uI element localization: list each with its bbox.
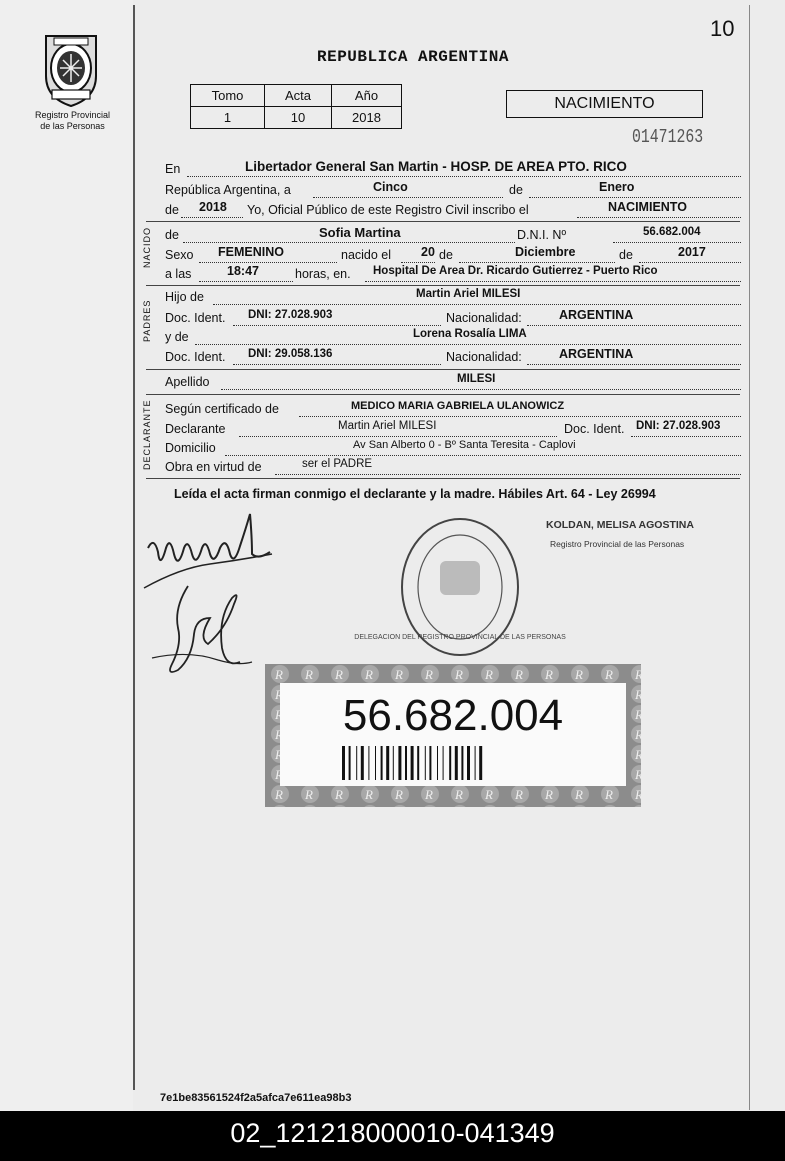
tomo-acta-table [190, 84, 402, 129]
label-doc-madre: Doc. Ident. [165, 350, 226, 364]
barcode-bar [375, 746, 376, 780]
value-nombre: Sofia Martina [319, 225, 401, 240]
ref-header-tomo: Tomo [191, 85, 265, 107]
ref-table-header-row [191, 85, 402, 107]
value-domicilio: Av San Alberto 0 - Bº Santa Teresita - Caplovi [353, 439, 576, 451]
label-doc-padre: Doc. Ident. [165, 311, 226, 325]
line-en [165, 160, 741, 179]
ref-table-value-row [191, 107, 402, 129]
label-en: En [165, 162, 181, 176]
value-apellido: MILESI [457, 373, 496, 385]
dotted-rule [233, 325, 441, 326]
left-margin-rule [133, 5, 135, 1090]
label-segun: Según certificado de [165, 402, 279, 416]
label-de2: de [165, 203, 179, 217]
section-divider [146, 394, 740, 395]
dotted-rule [187, 176, 741, 177]
label-sexo: Sexo [165, 248, 194, 262]
dotted-rule [527, 364, 741, 365]
value-segun: MEDICO MARIA GABRIELA ULANOWICZ [351, 400, 565, 412]
dotted-rule [181, 217, 243, 218]
side-label-padres: PADRES [142, 299, 152, 342]
line-domicilio [165, 439, 741, 458]
province-emblem-icon [40, 32, 102, 108]
label-nac-padre: Nacionalidad: [446, 311, 522, 325]
value-inscribe: NACIMIENTO [608, 200, 687, 214]
logo-caption-line2: de las Personas [40, 121, 105, 131]
dotted-rule [613, 242, 741, 243]
dotted-rule [577, 217, 741, 218]
value-madre-nac: ARGENTINA [559, 347, 634, 361]
barcode-bar [437, 746, 438, 780]
label-hijo: Hijo de [165, 290, 204, 304]
barcode-bar [398, 746, 401, 780]
value-nac-year: 2017 [678, 245, 706, 259]
section-divider [146, 369, 740, 370]
value-padre-nac: ARGENTINA [559, 308, 634, 322]
barcode-bar [361, 746, 364, 780]
dni-label-inner [280, 683, 626, 786]
serial-number: 01471263 [632, 126, 704, 148]
value-month: Enero [599, 180, 635, 194]
label-republica: República Argentina, a [165, 183, 291, 197]
line-hijo [165, 288, 741, 307]
value-doc-declarante: DNI: 27.028.903 [636, 420, 721, 432]
line-year [165, 201, 741, 220]
barcode-bar [461, 746, 463, 780]
document-title: REPUBLICA ARGENTINA [317, 48, 509, 66]
left-margin [0, 0, 133, 1111]
dotted-rule [233, 364, 441, 365]
ref-header-ano: Año [332, 85, 402, 107]
ref-value-ano: 2018 [332, 107, 402, 129]
barcode-bar [479, 746, 482, 780]
stamp-official-name: KOLDAN, MELISA AGOSTINA [546, 519, 694, 531]
side-label-declarante: DECLARANTE [142, 399, 152, 470]
dotted-rule [199, 262, 337, 263]
dni-big-number: 56.682.004 [342, 691, 564, 740]
barcode-bar [381, 746, 383, 780]
barcode-bar [425, 746, 426, 780]
value-sexo: FEMENINO [218, 245, 284, 259]
value-year: 2018 [199, 200, 227, 214]
barcode-bar [467, 746, 470, 780]
section-divider [146, 478, 740, 479]
barcode-icon [342, 746, 562, 780]
value-en: Libertador General San Martin - HOSP. DE AREA PTO. RICO [245, 159, 627, 174]
barcode-bar [342, 746, 345, 780]
footer-id: 02_121218000010-041349 [0, 1111, 785, 1161]
barcode-bar [417, 746, 419, 780]
label-nac-madre: Nacionalidad: [446, 350, 522, 364]
dotted-rule [221, 389, 741, 390]
logo-caption [20, 110, 125, 132]
official-seal [354, 515, 566, 660]
line-obra [165, 458, 741, 477]
dotted-rule [631, 436, 741, 437]
signature-madre [148, 578, 258, 684]
barcode-bar [349, 746, 351, 780]
barcode-bar [405, 746, 407, 780]
value-declarante: Martin Ariel MILESI [338, 420, 437, 432]
label-yde: y de [165, 330, 189, 344]
dotted-rule [527, 325, 741, 326]
label-doc-declarante: Doc. Ident. [564, 422, 625, 436]
label-domicilio: Domicilio [165, 441, 216, 455]
value-obra: ser el PADRE [302, 458, 373, 470]
barcode-bar [411, 746, 414, 780]
label-obra: Obra en virtud de [165, 460, 262, 474]
barcode-bar [429, 746, 431, 780]
barcode-bar [356, 746, 357, 780]
barcode-bar [449, 746, 451, 780]
label-declarante: Declarante [165, 422, 226, 436]
side-label-nacido: NACIDO [142, 226, 152, 268]
acta-type-box: NACIMIENTO [506, 90, 703, 118]
dotted-rule [365, 281, 741, 282]
barcode-bar [475, 746, 476, 780]
value-dni: 56.682.004 [643, 226, 701, 238]
value-madre-doc: DNI: 29.058.136 [248, 348, 333, 360]
value-day: Cinco [373, 180, 408, 194]
barcode-bar [455, 746, 458, 780]
ref-value-acta: 10 [265, 107, 332, 129]
label-nacido-el: nacido el [341, 248, 392, 262]
label-apellido: Apellido [165, 375, 210, 389]
closing-statement: Leída el acta firman conmigo el declarante y la madre. Hábiles Art. 64 - Ley 26994 [174, 487, 656, 501]
official-stamp [546, 519, 736, 551]
label-yo: Yo, Oficial Público de este Registro Civil inscribo el [247, 203, 529, 217]
dotted-rule [213, 304, 741, 305]
line-apellido [165, 373, 741, 392]
ref-value-tomo: 1 [191, 107, 265, 129]
value-nac-day: 20 [421, 245, 435, 259]
label-de: de [509, 183, 523, 197]
ref-header-acta: Acta [265, 85, 332, 107]
logo-caption-line1: Registro Provincial [34, 110, 111, 120]
dotted-rule [199, 281, 293, 282]
dotted-rule [275, 474, 741, 475]
value-lugar: Hospital De Area Dr. Ricardo Gutierrez - Puerto Rico [373, 265, 658, 277]
label-alas: a las [165, 267, 192, 281]
section-divider [146, 221, 740, 222]
line-hora [165, 265, 741, 284]
label-nacido-de: de [165, 228, 179, 242]
barcode-bar [443, 746, 444, 780]
page-number: 10 [710, 16, 735, 41]
document-hash: 7e1be83561524f2a5afca7e611ea98b3 [160, 1092, 352, 1104]
value-hora: 18:47 [227, 264, 259, 278]
barcode-bar [393, 746, 394, 780]
label-nac-de2: de [619, 248, 633, 262]
value-madre: Lorena Rosalía LIMA [413, 328, 527, 340]
seal-text: DELEGACION DEL REGISTRO PROVINCIAL DE LAS PERSONAS [354, 634, 566, 641]
dotted-rule [313, 197, 503, 198]
right-margin-rule [749, 5, 750, 1110]
value-padre-doc: DNI: 27.028.903 [248, 309, 333, 321]
stamp-official-office: Registro Provincial de las Personas [550, 539, 685, 549]
barcode-bar [368, 746, 369, 780]
barcode-bar [386, 746, 389, 780]
label-nac-de: de [439, 248, 453, 262]
line-madre-doc [165, 348, 741, 367]
label-dni: D.N.I. Nº [517, 228, 567, 242]
value-padre: Martin Ariel MILESI [416, 288, 521, 300]
label-horas: horas, en. [295, 267, 351, 281]
value-nac-month: Diciembre [515, 245, 576, 259]
